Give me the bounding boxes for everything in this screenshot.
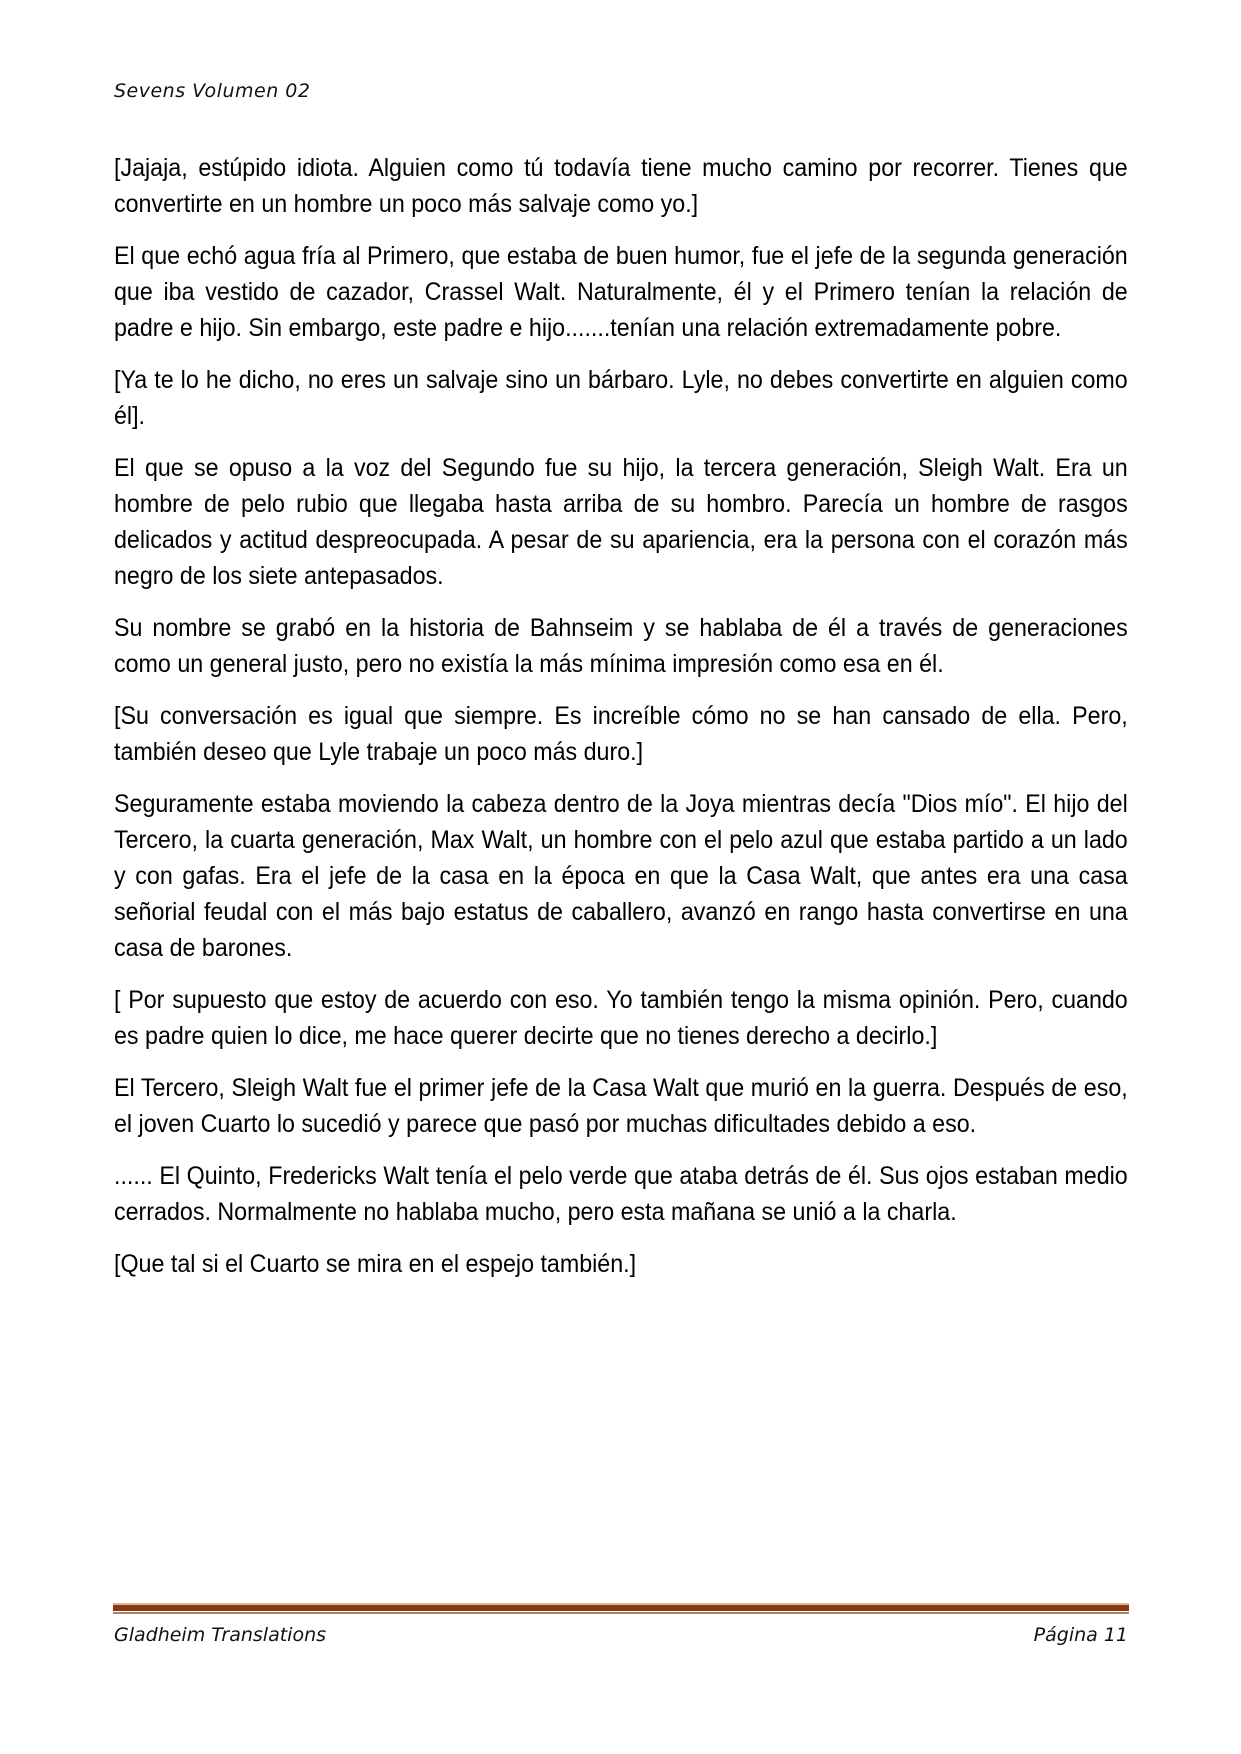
paragraph: El que echó agua fría al Primero, que estaba de buen humor, fue el jefe de la segunda generación que iba vestido de cazador, Crassel Walt. Naturalmente, él y el Primero tenían la relación de padre e hijo. Sin embargo, este padre e hijo.......tenían una relación extremadamente pobre. [114, 242, 1128, 342]
paragraph: [Jajaja, estúpido idiota. Alguien como tú todavía tiene mucho camino por recorrer. Tienes que convertirte en un hombre un poco más salvaje como yo.] [114, 154, 1128, 218]
paragraph: Su nombre se grabó en la historia de Bahnseim y se hablaba de él a través de generaciones como un general justo, pero no existía la más mínima impresión como esa en él. [114, 614, 1128, 678]
footer-page-number: Página 11 [1033, 1624, 1128, 1646]
footer-divider-bottom-line [113, 1612, 1129, 1614]
footer-publisher: Gladheim Translations [114, 1624, 327, 1646]
paragraph: El que se opuso a la voz del Segundo fue su hijo, la tercera generación, Sleigh Walt. Era un hombre de pelo rubio que llegaba hasta arriba de su hombro. Parecía un hombre de rasgos delicados y actitud despreocupada. A pesar de su apariencia, era la persona con el corazón más negro de los siete antepasados. [114, 454, 1128, 590]
paragraph: [Ya te lo he dicho, no eres un salvaje sino un bárbaro. Lyle, no debes convertirte en alguien como él]. [114, 366, 1128, 430]
running-header: Sevens Volumen 02 [114, 80, 311, 102]
footer-divider [113, 1603, 1129, 1615]
paragraph: [Que tal si el Cuarto se mira en el espejo también.] [114, 1250, 637, 1278]
paragraph: [Su conversación es igual que siempre. Es increíble cómo no se han cansado de ella. Pero, también deseo que Lyle trabaje un poco más duro.] [114, 702, 1128, 766]
paragraph: ...... El Quinto, Fredericks Walt tenía el pelo verde que ataba detrás de él. Sus ojos estaban medio cerrados. Normalmente no hablaba mucho, pero esta mañana se unió a la charla. [114, 1162, 1128, 1226]
paragraph: Seguramente estaba moviendo la cabeza dentro de la Joya mientras decía "Dios mío". El hijo del Tercero, la cuarta generación, Max Walt, un hombre con el pelo azul que estaba partido a un lado y con gafas. Era el jefe de la casa en la época en que la Casa Walt, que antes era una casa señorial feudal con el más bajo estatus de caballero, avanzó en rango hasta convertirse en una casa de barones. [114, 790, 1128, 962]
paragraph: [ Por supuesto que estoy de acuerdo con eso. Yo también tengo la misma opinión. Pero, cuando es padre quien lo dice, me hace querer decirte que no tienes derecho a decirlo.] [114, 986, 1128, 1050]
paragraph: El Tercero, Sleigh Walt fue el primer jefe de la Casa Walt que murió en la guerra. Después de eso, el joven Cuarto lo sucedió y parece que pasó por muchas dificultades debido a eso. [114, 1074, 1128, 1138]
body-text [114, 150, 1128, 1298]
